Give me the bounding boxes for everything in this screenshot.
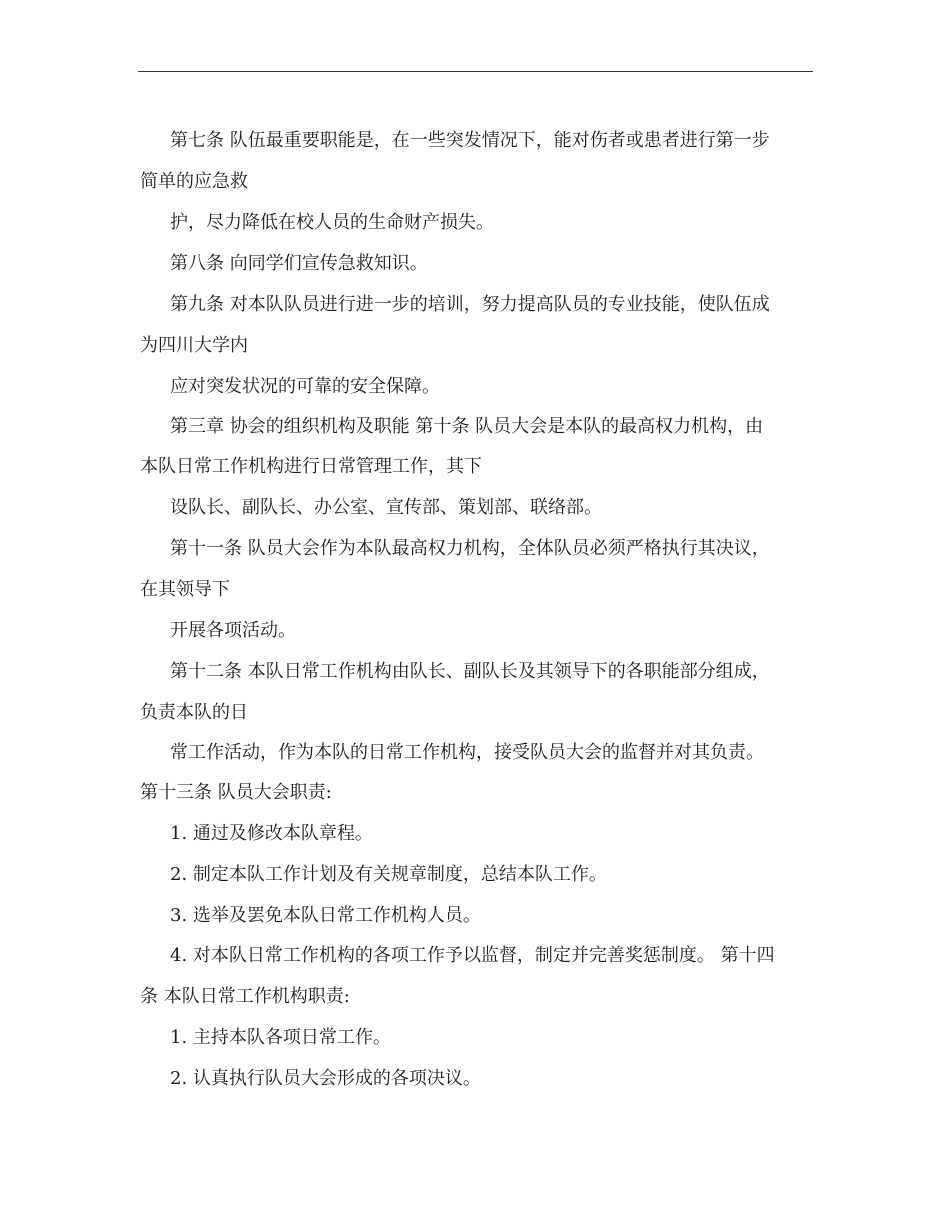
list-item: 1. 主持本队各项日常工作。 bbox=[170, 1027, 391, 1048]
text-line: 第七条 队伍最重要职能是，在一些突发情况下，能对伤者或患者进行第一步 bbox=[170, 130, 770, 151]
text-line: 负责本队的日 bbox=[140, 702, 248, 723]
list-item: 2. 制定本队工作计划及有关规章制度，总结本队工作。 bbox=[170, 864, 607, 885]
text-line: 护，尽力降低在校人员的生命财产损失。 bbox=[170, 212, 494, 233]
text-line: 第十三条 队员大会职责: bbox=[140, 782, 332, 803]
list-item: 1. 通过及修改本队章程。 bbox=[170, 823, 373, 844]
text-line: 为四川大学内 bbox=[140, 335, 248, 356]
text-line: 设队长、副队长、办公室、宣传部、策划部、联络部。 bbox=[170, 497, 602, 518]
text-line: 第九条 对本队队员进行进一步的培训，努力提高队员的专业技能，使队伍成 bbox=[170, 294, 770, 315]
text-line: 本队日常工作机构进行日常管理工作，其下 bbox=[140, 456, 482, 477]
list-item: 2. 认真执行队员大会形成的各项决议。 bbox=[170, 1068, 481, 1089]
header-rule bbox=[138, 71, 813, 72]
list-item: 4. 对本队日常工作机构的各项工作予以监督，制定并完善奖惩制度。 第十四 bbox=[170, 945, 775, 966]
text-line: 第十二条 本队日常工作机构由队长、副队长及其领导下的各职能部分组成， bbox=[170, 661, 770, 682]
text-line: 第八条 向同学们宣传急救知识。 bbox=[170, 253, 428, 274]
text-line: 常工作活动，作为本队的日常工作机构，接受队员大会的监督并对其负责。 bbox=[170, 742, 764, 763]
text-line: 开展各项活动。 bbox=[170, 620, 296, 641]
text-line: 第三章 协会的组织机构及职能 第十条 队员大会是本队的最高权力机构，由 bbox=[170, 416, 764, 437]
text-line: 简单的应急救 bbox=[140, 171, 248, 192]
text-line: 条 本队日常工作机构职责: bbox=[140, 986, 350, 1007]
text-line: 在其领导下 bbox=[140, 579, 230, 600]
text-line: 第十一条 队员大会作为本队最高权力机构，全体队员必须严格执行其决议， bbox=[170, 538, 770, 559]
text-line: 应对突发状况的可靠的安全保障。 bbox=[170, 376, 440, 397]
list-item: 3. 选举及罢免本队日常工作机构人员。 bbox=[170, 905, 481, 926]
